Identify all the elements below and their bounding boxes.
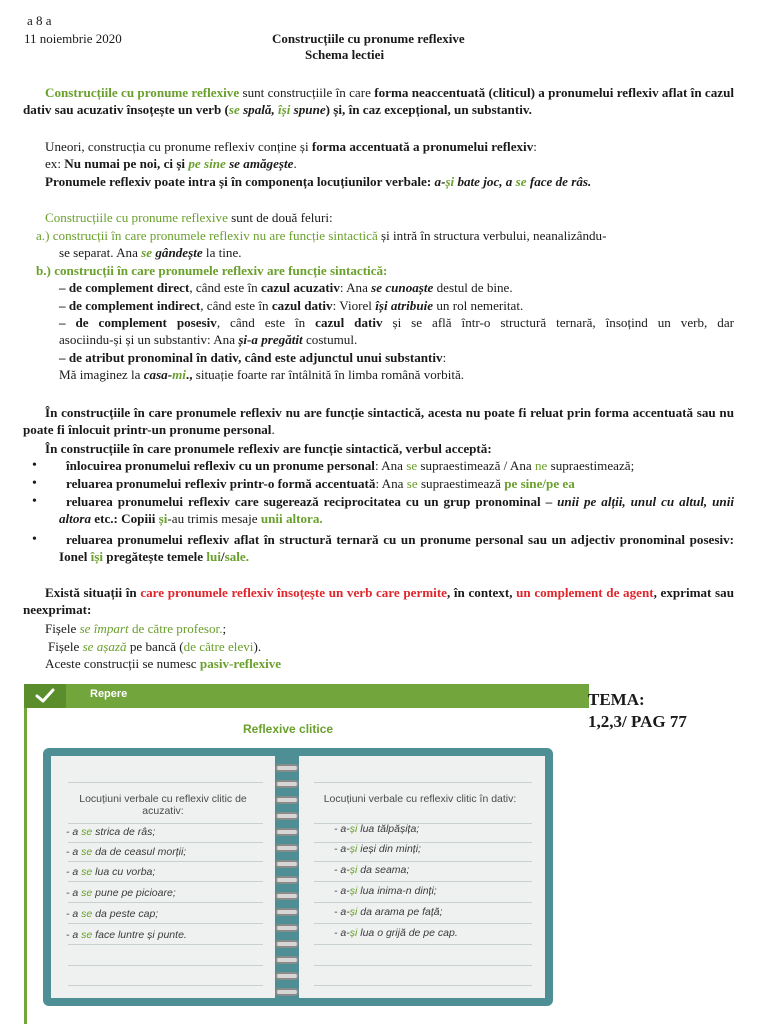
complement-posesiv-example: asociindu-și și un substantiv: Ana și-a pregătit costumul. <box>59 332 358 347</box>
bullet-replace: înlocuirea pronumelui reflexiv cu un pronume personal: Ana se supraestimează / Ana ne supraestimează; <box>66 458 635 473</box>
ruled-line <box>314 965 532 966</box>
homework-pages: 1,2,3/ PAG 77 <box>588 712 687 731</box>
bullet-ternary: reluarea pronumelui reflexiv aflat în structură ternară cu un pronume personal sau un adjectiv pronominal posesiv: Ionel își pregătește temele lui/sale. <box>59 532 734 564</box>
complement-indirect: – de complement indirect, când este în cazul dativ: Viorel își atribuie un rol nemeritat. <box>59 298 524 313</box>
left-list-item: - a se face luntre și punte. <box>66 929 187 941</box>
type-a: a.) construcții în care pronumele reflexiv nu are funcție sintactică și intră în structura verbului, neanalizându- <box>36 228 607 243</box>
page-title: Construcțiile cu pronume reflexive <box>272 31 465 46</box>
ruled-line <box>68 965 263 966</box>
spiral-ring <box>275 940 299 948</box>
bullet-reciprocal: reluarea pronumelui reflexiv care sugerează reciprocitatea cu un grup pronominal – unii pe alții, unul cu altul, unii altora etc.: Copiii și-au trimis mesaje unii altora. <box>59 494 734 526</box>
repere-label: Repere <box>90 688 128 700</box>
spiral-ring <box>275 988 299 996</box>
check-icon <box>24 684 66 708</box>
right-list-item: - a-și lua o grijă de pe cap. <box>334 927 458 939</box>
bullet: • <box>32 476 37 491</box>
bullet: • <box>32 532 37 547</box>
right-list-item: - a-și lua tălpășița; <box>334 823 420 835</box>
passive-paragraph: Există situații în care pronumele reflexiv însoțește un verb care permite, în context, un complement de agent, exprimat sau neexprimat: <box>23 585 734 617</box>
rule-no-function: În construcțiile în care pronumele reflexiv nu are funcție sintactică, acesta nu poate fi reluat prin forma accentuată sau nu poate fi înlocuit printr-un pronume personal. <box>23 405 734 437</box>
spiral-ring <box>275 796 299 804</box>
ruled-line <box>314 985 532 986</box>
spiral-ring <box>275 780 299 788</box>
example-line: ex: Nu numai pe noi, ci și pe sine se amăgește. <box>45 156 297 171</box>
ruled-line <box>68 823 263 824</box>
spiral-ring <box>275 844 299 852</box>
right-list-item: - a-și da arama pe față; <box>334 906 443 918</box>
atribut-example: Mă imaginez la casa-mi., situație foarte rar întâlnită în limba română vorbită. <box>59 367 465 382</box>
bullet-accented: reluarea pronumelui reflexiv printr-o formă accentuată: Ana se supraestimează pe sine/pe ea <box>66 476 575 491</box>
passive-definition: Aceste construcții se numesc pasiv-reflexive <box>45 656 282 671</box>
spiral-ring <box>275 876 299 884</box>
lesson-date: 11 noiembrie 2020 <box>24 31 122 46</box>
types-intro: Construcțiile cu pronume reflexive sunt de două feluri: <box>45 210 333 225</box>
ruled-line <box>314 782 532 783</box>
ruled-line <box>68 782 263 783</box>
complement-direct: – de complement direct, când este în cazul acuzativ: Ana se cunoaște destul de bine. <box>59 280 513 295</box>
left-list-item: - a se pune pe picioare; <box>66 887 176 899</box>
ruled-line <box>68 985 263 986</box>
passive-example-2: Fișele se așază pe bancă (de către elevi). <box>48 639 262 654</box>
left-list-item: - a se strica de râs; <box>66 826 156 838</box>
locutions-line: Pronumele reflexiv poate intra și în componența locuțiunilor verbale: a-și bate joc, a se face de râs. <box>45 174 592 189</box>
page-subtitle: Schema lectiei <box>305 47 385 62</box>
spiral-ring <box>275 764 299 772</box>
type-b: b.) construcții în care pronumele reflexiv are funcție sintactică: <box>36 263 388 278</box>
term: Construcțiile cu pronume reflexive <box>45 85 240 100</box>
ruled-line <box>314 944 532 945</box>
ruled-line <box>314 902 532 903</box>
ruled-line <box>314 881 532 882</box>
intro-paragraph: Construcțiile cu pronume reflexive sunt construcțiile în care forma neaccentuată (cliticul) a pronumelui reflexiv aflat în cazul dativ sau acuzativ însoțește un verb (se spală, își spune) și, în caz excepțional, un substantiv. <box>23 85 734 117</box>
atribut-pronominal: – de atribut pronominal în dativ, când este adjunctul unui substantiv: <box>59 350 447 365</box>
spiral-ring <box>275 892 299 900</box>
ruled-line <box>314 861 532 862</box>
spiral-ring <box>275 812 299 820</box>
ruled-line <box>68 881 263 882</box>
repere-side-line <box>24 708 27 1024</box>
right-list-item: - a-și ieși din minți; <box>334 843 421 855</box>
type-a-example: se separat. Ana se gândește la tine. <box>59 245 242 260</box>
bullet: • <box>32 458 37 473</box>
ruled-line <box>314 923 532 924</box>
bullet: • <box>32 494 37 509</box>
left-list-item: - a se lua cu vorba; <box>66 866 156 878</box>
spiral-ring <box>275 924 299 932</box>
complement-posesiv: – de complement posesiv, când este în cazul dativ și se află într-o structură ternară, însoțind un verb, dar <box>59 315 734 330</box>
ruled-line <box>68 842 263 843</box>
ruled-line <box>68 923 263 924</box>
class-label: a 8 a <box>27 13 52 28</box>
right-list-item: - a-și da seama; <box>334 864 410 876</box>
left-list-item: - a se da peste cap; <box>66 908 159 920</box>
spiral-ring <box>275 908 299 916</box>
left-column-heading: Locuțiuni verbale cu reflexiv clitic de acuzativ: <box>79 793 247 817</box>
spiral-ring <box>275 860 299 868</box>
right-list-item: - a-și lua inima-n dinți; <box>334 885 437 897</box>
left-list-item: - a se da de ceasul morții; <box>66 846 187 858</box>
rule-with-function: În construcțiile în care pronumele reflexiv are funcție sintactică, verbul acceptă: <box>45 441 492 456</box>
reflexive-box-title: Reflexive clitice <box>243 722 334 736</box>
ruled-line <box>68 861 263 862</box>
spiral-ring <box>275 972 299 980</box>
accented-form-line: Uneori, construcția cu pronume reflexiv conține și forma accentuată a pronumelui reflexiv: <box>45 139 537 154</box>
spiral-ring <box>275 828 299 836</box>
ruled-line <box>68 944 263 945</box>
right-column-heading: Locuțiuni verbale cu reflexiv clitic în dativ: <box>323 793 517 805</box>
homework-title: TEMA: <box>588 690 645 709</box>
passive-example-1: Fișele se împart de către profesor.; <box>45 621 227 636</box>
ruled-line <box>68 902 263 903</box>
spiral-ring <box>275 956 299 964</box>
